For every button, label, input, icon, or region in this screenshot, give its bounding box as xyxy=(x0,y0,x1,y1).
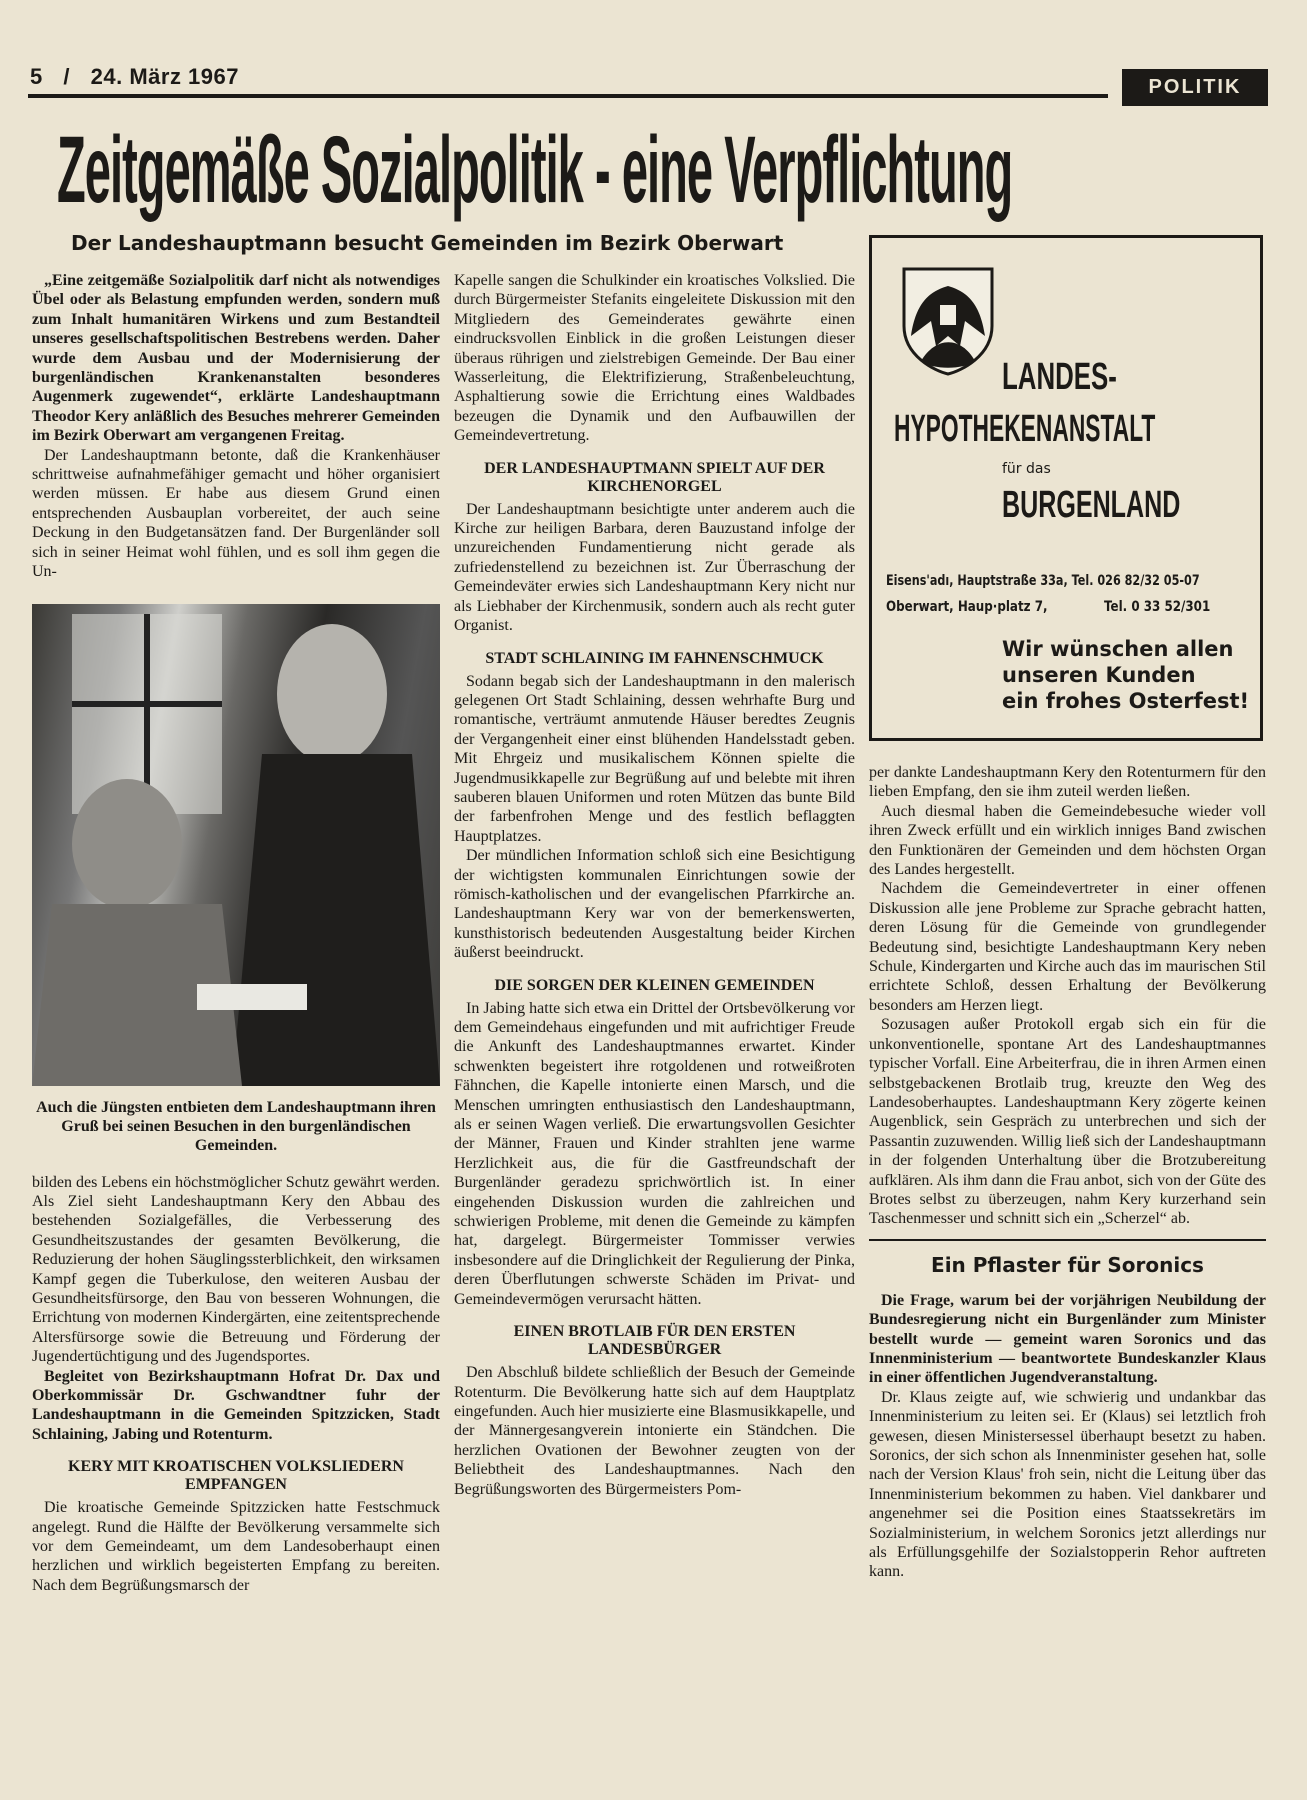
sidebar-headline: Ein Pflaster für Soronics xyxy=(931,1252,1204,1277)
paragraph: Kapelle sangen die Schulkinder ein kroatisches Volkslied. Die durch Bürgermeister Stefanits eingeleitete Diskussion mit den Mitgliedern des Gemeinderates gewährte einen eindrucksvollen Einblick in die großen Leistungen dieser überaus rührigen und zielstrebigen Gemeinde. Der Bau einer Wasserleitung, die Elektrifizierung, Straßenbeleuchtung, Asphaltierung sowie die Errichtung eines Waldbades bezeugen die Dynamik und den Aufbauwillen der Gemeindevertretung. xyxy=(454,272,855,445)
ad-fuer-das: für das xyxy=(1002,461,1051,477)
paragraph: Der mündlichen Information schloß sich eine Besichtigung der wichtigsten kommunalen Einrichtungen sowie der römisch-katholischen und der evangelischen Pfarrkirche an. Landeshauptmann Kery war von der bemerkenswerten, kunsthistorisch bedeutenden Ausgestaltung beider Kirchen äußerst beeindruckt. xyxy=(454,847,855,962)
news-photo xyxy=(32,604,440,1086)
section-heading: EINEN BROTLAIB FÜR DEN ERSTEN LANDESBÜRGER xyxy=(513,1323,796,1359)
paragraph: Dr. Klaus zeigte auf, wie schwierig und undankbar das Innenministerium zu leiten sei. Er (Klaus) sei letztlich froh gewesen, diesen Ministersessel überhaupt besetzt zu haben. Soronics, der sich schon als Innenminister gesehen hat, solle nach der Version Klaus' froh sein, nicht die Leitung über das Innenministerium bekommen zu haben. Viel dankbarer und angenehmer sei die Position eines Staatssekretärs im Sozialministerium, in welchem Soronics jetzt allerdings nur als Erfüllungsgehilfe der Sozialstopperin Rehor auftreten kann. xyxy=(869,1388,1266,1581)
advertisement-box xyxy=(869,235,1263,741)
section-heading: KERY MIT KROATISCHEN VOLKSLIEDERN EMPFANGEN xyxy=(68,1458,404,1494)
ad-greeting xyxy=(1002,636,1249,714)
section-heading: DER LANDESHAUPTMANN SPIELT AUF DER KIRCHENORGEL xyxy=(484,459,825,495)
paragraph: Der Landeshauptmann besichtigte unter anderem auch die Kirche zur heiligen Barbara, deren Bauzustand infolge der unzureichenden Fundamentierung nicht gerade als zufriedenstellend zu bezeichnen ist. Zur Überraschung der Gemeindeväter erwies sich Landeshauptmann Kery nicht nur als Liebhaber der Kirchenmusik, sondern auch als recht guter Organist. xyxy=(454,500,855,635)
issue-date: 24. März 1967 xyxy=(90,64,239,89)
paragraph: bilden des Lebens ein höchstmöglicher Schutz gewährt werden. Als Ziel sieht Landeshauptmann Kery den Abbau des bestehenden Sozialgefälles, die Verbesserung des Gesundheitszustandes der gesamten Bevölkerung, die Reduzierung der hohen Säuglingssterblichkeit, den wirksamen Kampf gegen die Tuberkulose, den weiteren Ausbau der Gesundheitsfürsorge, den Bau von besseren Wohnungen, die Errichtung von modernen Kindergärten, eine zeitentsprechende Altersfürsorge sowie die Betreuung und Förderung der Jugendertüchtigung und des Jugendsportes. xyxy=(32,1173,440,1366)
headline: Zeitgemäße Sozialpolitik - eine Verpflichtung xyxy=(57,116,1013,223)
sidebar-lead: Die Frage, warum bei der vorjährigen Neubildung der Bundesregierung nicht ein Burgenländer zum Minister bestellt wurde — gemeint waren Soronics und das Innenministerium — beantwortete Bundeskanzler Klaus in einer öffentlichen Jugendveranstaltung. xyxy=(869,1291,1266,1387)
ad-greeting-line: ein frohes Osterfest! xyxy=(1002,689,1250,713)
ad-title-burgenland: BURGENLAND xyxy=(1002,484,1181,526)
paragraph: Der Landeshauptmann betonte, daß die Krankenhäuser schrittweise aufnahmefähiger gemacht und höher organisiert werden müssen. Er habe aus diesem Grund einen entsprechenden Ausbauplan vorbereitet, der auch seine Deckung in den Budgetansätzen fand. Der Burgenländer soll sich in seiner Heimat wohl fühlen, und es soll ihm gegen die Un- xyxy=(32,446,440,581)
coat-of-arms-icon xyxy=(901,266,995,376)
paragraph: Die kroatische Gemeinde Spitzzicken hatte Festschmuck angelegt. Rund die Hälfte der Bevölkerung versammelte sich vor dem Gemeindeamt, um dem Landesoberhaupt einen herzlichen und wirklich begeisterten Empfang zu bereiten. Nach dem Begrüßungsmarsch der xyxy=(32,1499,440,1594)
ad-phone-oberwart: Tel. 0 33 52/301 xyxy=(1104,599,1211,615)
section-heading: STADT SCHLAINING IM FAHNENSCHMUCK xyxy=(485,649,824,667)
dateline xyxy=(30,64,239,90)
paragraph: Den Abschluß bildete schließlich der Besuch der Gemeinde Rotenturm. Die Bevölkerung hatte sich auf dem Hauptplatz eingefunden. Auch hier musizierte eine Blasmusikkapelle, und der Männergesangverein intonierte ein Ständchen. Die herzlichen Ovationen der Bewohner zeugten von der Beliebtheit des Landeshauptmannes. Nach den Begrüßungsworten des Bürgermeisters Pom- xyxy=(454,1364,855,1498)
column-rule xyxy=(869,1239,1266,1241)
paragraph: In Jabing hatte sich etwa ein Drittel der Ortsbevölkerung vor dem Gemeindehaus eingefunden und mit aufrichtiger Freude die Ankunft des Landeshauptmannes erwartet. Kinder schwenkten begeistert ihre rotgoldenen und rotweißroten Fähnchen, die Kapelle intonierte einen Marsch, und die Menschen umringten enthusiastisch den Landeshauptmann, als er seinen Wagen verließ. Die erwartungsvollen Gesichter der Männer, Frauen und Kinder strahlten jene warme Herzlichkeit aus, die für die Gastfreundschaft der Burgenländer geradezu sprichwörtlich ist. In einer eingehenden Diskussion wurden die zahlreichen und schwierigen Probleme, mit denen die Gemeinde zu kämpfen hat, dargelegt. Bürgermeister Tommisser verwies insbesondere auf die Dringlichkeit der Regulierung der Pinka, deren Überflutungen schwerste Schäden im Privat- und Gemeindevermögen verursacht hätten. xyxy=(454,999,855,1308)
dateline-separator: / xyxy=(63,64,70,89)
column-2 xyxy=(454,271,855,1499)
header-rule xyxy=(28,94,1108,98)
ad-address-eisenstadt: Eisens'adı, Hauptstraße 33a, Tel. 026 82/32 05-07 xyxy=(886,573,1200,589)
ad-greeting-line: unseren Kunden xyxy=(1002,663,1196,687)
column-3 xyxy=(869,271,1266,1582)
paragraph: per dankte Landeshauptmann Kery den Rotenturmern für den lieben Empfang, den sie ihm zuteil werden ließen. xyxy=(869,764,1266,801)
section-badge: POLITIK xyxy=(1122,69,1268,106)
paragraph: Sodann begab sich der Landeshauptmann in den malerisch gelegenen Ort Stadt Schlaining, dessen wehrhafte Burg und romantische, verträumt anmutende Häuser beredtes Zeugnis der Vergangenheit einer einst blühenden Handelsstadt geben. Mit Ehrgeiz und musikalischem Können spielte die Jugendmusikkapelle zur Begrüßung auf und belebte mit ihren sauberen blauen Uniformen und roten Mützen das bunte Bild der farbenfrohen Menge und des festlich beflaggten Hauptplatzes. xyxy=(454,672,855,845)
paragraph: Begleitet von Bezirkshauptmann Hofrat Dr. Dax und Oberkommissär Dr. Gschwandtner fuhr der Landeshauptmann in die Gemeinden Spitzzicken, Stadt Schlaining, Jabing und Rotenturm. xyxy=(32,1367,440,1443)
ad-address-oberwart: Oberwart, Haup·platz 7, xyxy=(886,599,1048,615)
paragraph: Sozusagen außer Protokoll ergab sich ein für die unkonventionelle, spontane Art des Landeshauptmannes typischer Vorfall. Eine Arbeiterfrau, die in ihren Armen einen selbstgebackenen Brotlaib trug, kreuzte den Weg des Landesoberhauptes. Landeshauptmann Kery zögerte keinen Augenblick, sein Gespräch zu unterbrechen und sich der Passantin zuzuwenden. Willig ließ sich der Landeshauptmann in der folgenden Unterhaltung über die Brotzubereitung aufklären. Als ihm dann die Frau anbot, sich von der Güte des Brotes selbst zu überzeugen, nahm Kery kurzerhand sein Taschenmesser und schnitt sich ein „Scherzel“ ab. xyxy=(869,1016,1266,1228)
ad-title-hypothekenanstalt: HYPOTHEKENANSTALT xyxy=(894,408,1156,450)
column-1 xyxy=(32,271,440,1595)
ad-greeting-line: Wir wünschen allen xyxy=(1002,637,1234,661)
lead-paragraph: „Eine zeitgemäße Sozialpolitik darf nicht als notwendiges Übel oder als Belastung empfunden werden, sondern muß zum Inhalt humanitären Wirkens und zum Bestandteil unseres gesellschaftspolitischen Bestrebens werden. Daher wurde dem Ausbau und der Modernisierung der burgenländischen Krankenanstalten besonderes Augenmerk zugewendet“, erklärte Landeshauptmann Theodor Kery anläßlich des Besuches mehrerer Gemeinden im Bezirk Oberwart am vergangenen Freitag. xyxy=(32,272,440,445)
paragraph: Auch diesmal haben die Gemeindebesuche wieder voll ihren Zweck erfüllt und ein wirklich inniges Band zwischen den Funktionären der Gemeinden und dem höchsten Organ des Landes hergestellt. xyxy=(869,802,1266,879)
photo-caption: Auch die Jüngsten entbieten dem Landeshauptmann ihren Gruß bei seinen Besuchen in den burgenländischen Gemeinden. xyxy=(36,1098,436,1154)
photo-illustration xyxy=(32,604,440,1086)
ad-title-landes: LANDES- xyxy=(1002,356,1117,398)
subheadline: Der Landeshauptmann besucht Gemeinden im Bezirk Oberwart xyxy=(71,231,784,255)
section-heading: DIE SORGEN DER KLEINEN GEMEINDEN xyxy=(494,976,815,994)
paragraph: Nachdem die Gemeindevertreter in einer offenen Diskussion alle jene Probleme zur Sprache gebracht hatten, deren Lösung für die Gemeinde von grundlegender Bedeutung sind, besichtigte Landeshauptmann Kery neben Schule, Kindergarten und Kirche auch das im maurischen Stil errichtete Schloß, dessen Erhaltung der Bevölkerung besonders am Herzen liegt. xyxy=(869,880,1266,1014)
page-number: 5 xyxy=(30,64,43,89)
